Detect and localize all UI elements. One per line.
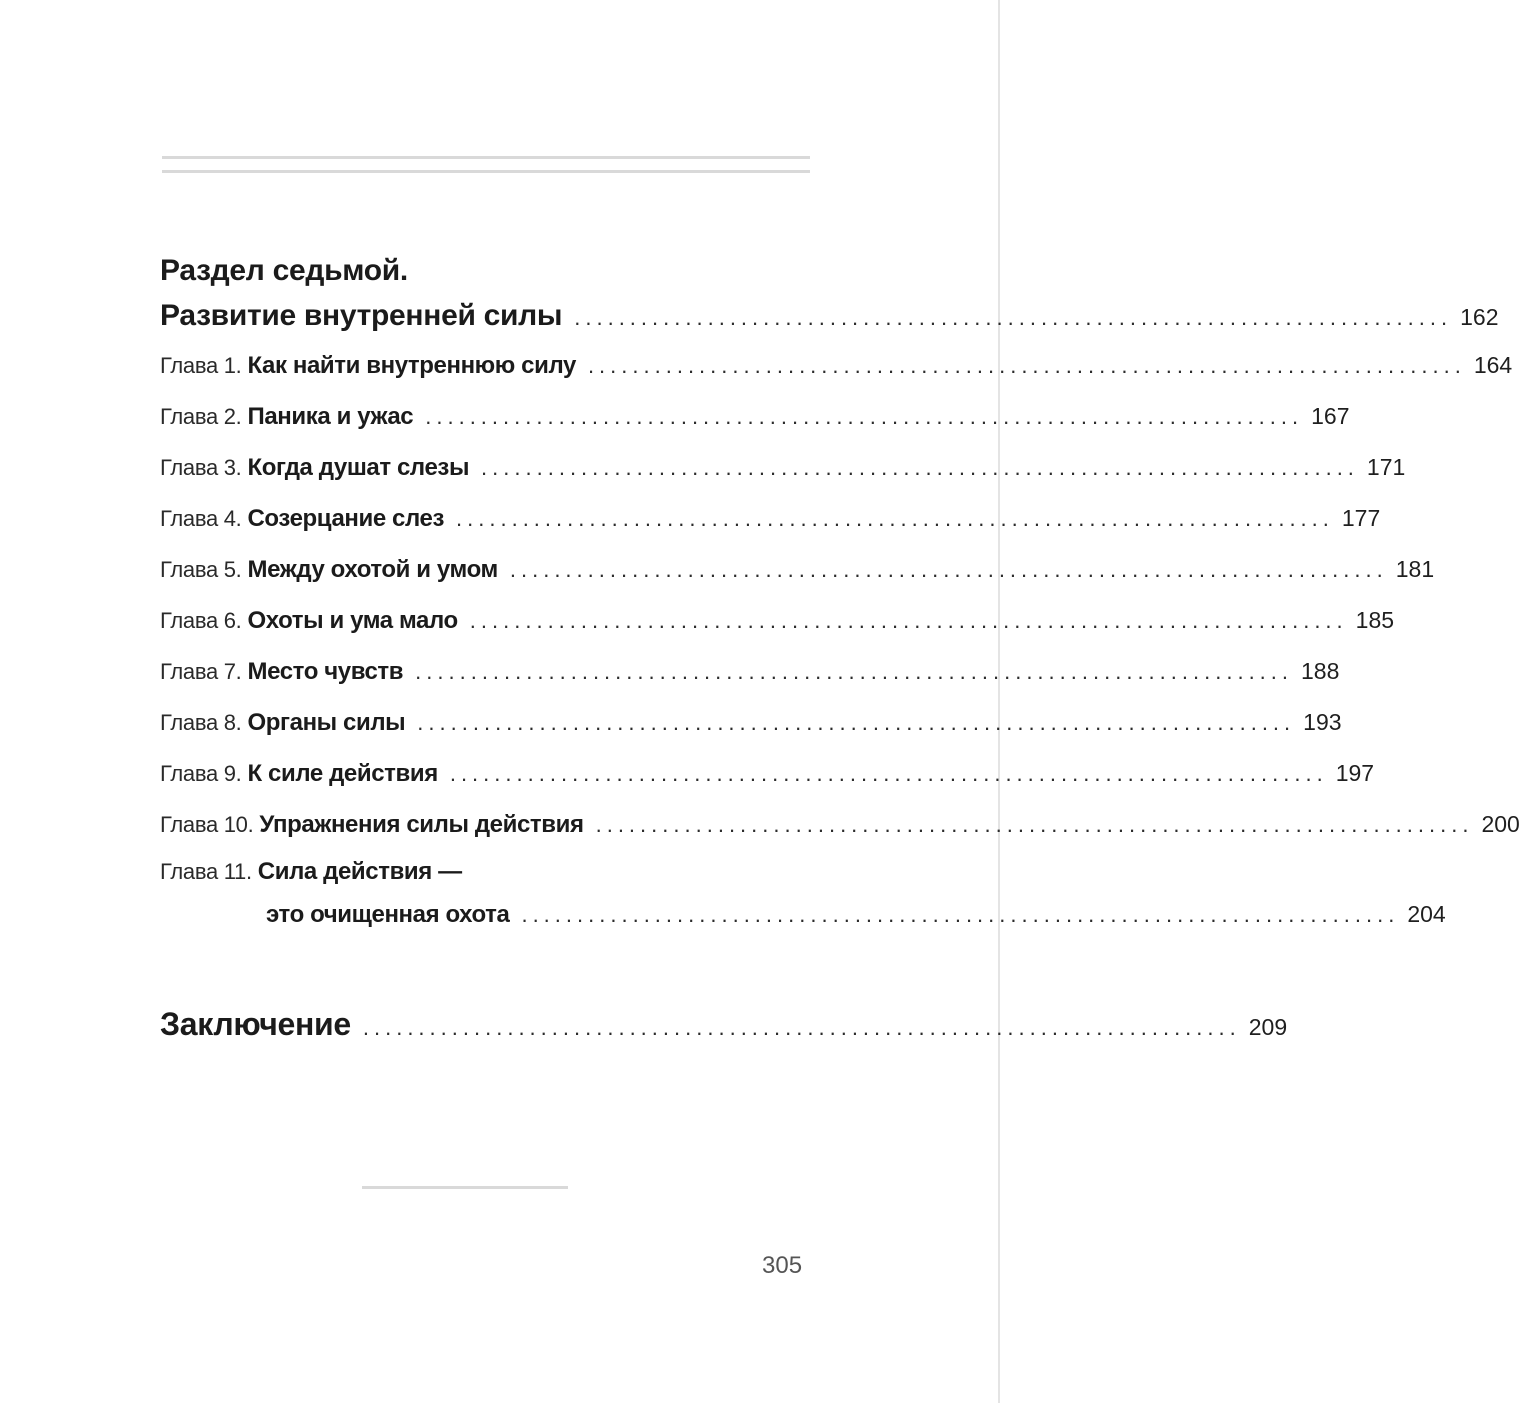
footer-rule bbox=[362, 1186, 568, 1189]
chapter-label: Глава 11. bbox=[160, 859, 252, 884]
toc-entry-chapter-3[interactable] bbox=[160, 442, 1406, 493]
toc-entry-chapter-7[interactable] bbox=[160, 646, 1340, 697]
toc-entry-chapter-9[interactable] bbox=[160, 748, 1375, 799]
header-rule-bottom bbox=[162, 170, 810, 173]
table-of-contents bbox=[160, 250, 1520, 1052]
chapter-page-number: 188 bbox=[1301, 658, 1340, 684]
toc-entry-chapter-8[interactable] bbox=[160, 697, 1342, 748]
section-page-number: 162 bbox=[1460, 304, 1499, 330]
dot-leader: ............................................................................... bbox=[521, 902, 1400, 927]
conclusion-page-number: 209 bbox=[1248, 1014, 1288, 1040]
chapter-title: К силе действия bbox=[247, 760, 438, 787]
toc-entry-chapter-1[interactable] bbox=[160, 340, 1513, 391]
chapter-page-number: 177 bbox=[1341, 505, 1381, 531]
chapter-title: Созерцание слез bbox=[247, 505, 445, 532]
toc-entry-conclusion[interactable] bbox=[160, 996, 1288, 1052]
toc-entry-chapter-11[interactable] bbox=[160, 850, 752, 893]
chapter-title: Как найти внутреннюю силу bbox=[247, 352, 576, 379]
chapter-label: Глава 8. bbox=[160, 710, 242, 735]
chapter-page-number: 181 bbox=[1395, 556, 1435, 582]
dot-leader: ............................................................................... bbox=[425, 404, 1304, 429]
chapter-page-number: 164 bbox=[1473, 352, 1513, 378]
chapter-page-number: 171 bbox=[1366, 454, 1406, 480]
dot-leader: ............................................................................... bbox=[449, 761, 1328, 786]
chapter-label: Глава 2. bbox=[160, 404, 242, 429]
chapter-label: Глава 3. bbox=[160, 455, 242, 480]
dot-leader: ............................................................................... bbox=[574, 305, 1453, 330]
chapter-page-number: 204 bbox=[1407, 901, 1446, 927]
toc-entry-chapter-5[interactable] bbox=[160, 544, 1435, 595]
toc-entry-section[interactable] bbox=[160, 292, 1499, 340]
dot-leader: ............................................................................... bbox=[469, 608, 1348, 633]
dot-leader: ............................................................................... bbox=[481, 455, 1359, 480]
chapter-title-line1: Сила действия — bbox=[257, 858, 462, 885]
toc-entry-chapter-10[interactable] bbox=[160, 799, 1520, 850]
chapter-title: Когда душат слезы bbox=[247, 454, 470, 481]
toc-entry-chapter-4[interactable] bbox=[160, 493, 1381, 544]
section-title-line2: Развитие внутренней силы bbox=[160, 299, 563, 332]
dot-leader: ............................................................................... bbox=[415, 659, 1294, 684]
dot-leader: ............................................................................... bbox=[417, 710, 1296, 735]
chapter-title: Органы силы bbox=[247, 709, 406, 736]
chapter-label: Глава 9. bbox=[160, 761, 242, 786]
chapter-label: Глава 6. bbox=[160, 608, 242, 633]
toc-entry-chapter-6[interactable] bbox=[160, 595, 1395, 646]
dot-leader: ............................................................................... bbox=[362, 1015, 1241, 1040]
conclusion-title: Заключение bbox=[160, 1006, 351, 1042]
page-number: 305 bbox=[762, 1252, 803, 1279]
chapter-page-number: 197 bbox=[1335, 760, 1375, 786]
header-rule-top bbox=[162, 156, 810, 159]
section-title-line1: Раздел седьмой. bbox=[160, 254, 408, 287]
chapter-title: Упражнения силы действия bbox=[259, 811, 584, 838]
chapter-page-number: 185 bbox=[1355, 607, 1395, 633]
chapter-title-line2: это очищенная охота bbox=[266, 901, 510, 928]
dot-leader: ............................................................................... bbox=[456, 506, 1334, 531]
chapter-label: Глава 10. bbox=[160, 812, 254, 837]
dot-leader: ............................................................................... bbox=[595, 812, 1474, 837]
chapter-label: Глава 7. bbox=[160, 659, 242, 684]
dot-leader: ............................................................................... bbox=[509, 557, 1388, 582]
chapter-title: Место чувств bbox=[247, 658, 404, 685]
chapter-label: Глава 1. bbox=[160, 353, 242, 378]
chapter-title: Охоты и ума мало bbox=[247, 607, 458, 634]
chapter-page-number: 193 bbox=[1303, 709, 1342, 735]
chapter-label: Глава 4. bbox=[160, 506, 242, 531]
chapter-page-number: 167 bbox=[1311, 403, 1350, 429]
chapter-page-number: 200 bbox=[1481, 811, 1520, 837]
chapter-title: Между охотой и умом bbox=[247, 556, 498, 583]
dot-leader: ............................................................................... bbox=[587, 353, 1466, 378]
chapter-label: Глава 5. bbox=[160, 557, 242, 582]
toc-entry-chapter-11-continued[interactable] bbox=[160, 893, 1446, 936]
toc-entry-chapter-2[interactable] bbox=[160, 391, 1350, 442]
chapter-title: Паника и ужас bbox=[247, 403, 414, 430]
